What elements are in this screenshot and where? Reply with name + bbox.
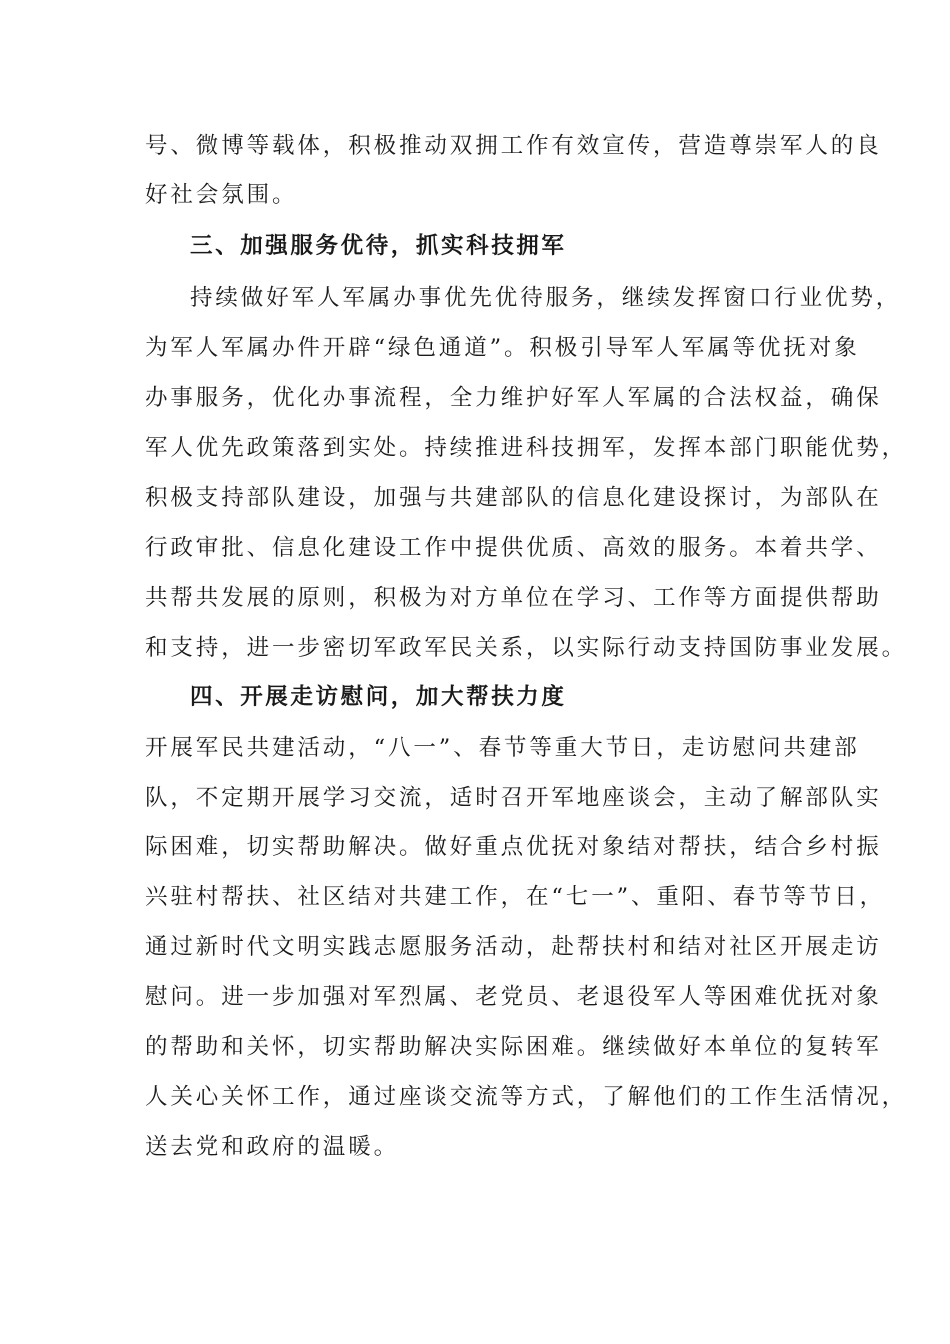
- body-text-line: 积极支持部队建设，加强与共建部队的信息化建设探讨，为部队在: [145, 485, 882, 511]
- body-text-line: 际困难，切实帮助解决。做好重点优抚对象结对帮扶，结合乡村振: [145, 834, 882, 860]
- body-text-line: 慰问。进一步加强对军烈属、老党员、老退役军人等困难优抚对象: [145, 984, 882, 1010]
- body-text-line: 人关心关怀工作，通过座谈交流等方式，了解他们的工作生活情况，: [145, 1084, 908, 1110]
- body-text-line: 开展军民共建活动，“八一”、春节等重大节日，走访慰问共建部: [145, 735, 860, 761]
- body-text-line: 办事服务，优化办事流程，全力维护好军人军属的合法权益，确保: [145, 385, 882, 411]
- body-text-line: 的帮助和关怀，切实帮助解决实际困难。继续做好本单位的复转军: [145, 1034, 882, 1060]
- body-text-line: 号、微博等载体，积极推动双拥工作有效宣传，营造尊崇军人的良: [145, 133, 882, 159]
- body-text-line: 和支持，进一步密切军政军民关系，以实际行动支持国防事业发展。: [145, 635, 908, 661]
- body-text-line: 为军人军属办件开辟“绿色通道”。积极引导军人军属等优抚对象: [145, 335, 860, 361]
- body-text-line: 兴驻村帮扶、社区结对共建工作，在“七一”、重阳、春节等节日，: [145, 884, 886, 910]
- body-text-line: 军人优先政策落到实处。持续推进科技拥军，发挥本部门职能优势，: [145, 435, 908, 461]
- body-text-line: 共帮共发展的原则，积极为对方单位在学习、工作等方面提供帮助: [145, 585, 882, 611]
- section-heading-4: 四、开展走访慰问，加大帮扶力度: [190, 684, 567, 710]
- body-text-line: 送去党和政府的温暖。: [145, 1134, 400, 1160]
- body-text-line: 行政审批、信息化建设工作中提供优质、高效的服务。本着共学、: [145, 535, 882, 561]
- body-text-line: 持续做好军人军属办事优先优待服务，继续发挥窗口行业优势，: [190, 285, 902, 311]
- body-text-line: 通过新时代文明实践志愿服务活动，赴帮扶村和结对社区开展走访: [145, 934, 882, 960]
- body-text-line: 队，不定期开展学习交流，适时召开军地座谈会，主动了解部队实: [145, 785, 882, 811]
- body-text-line: 好社会氛围。: [145, 182, 298, 208]
- section-heading-3: 三、加强服务优待，抓实科技拥军: [190, 233, 567, 259]
